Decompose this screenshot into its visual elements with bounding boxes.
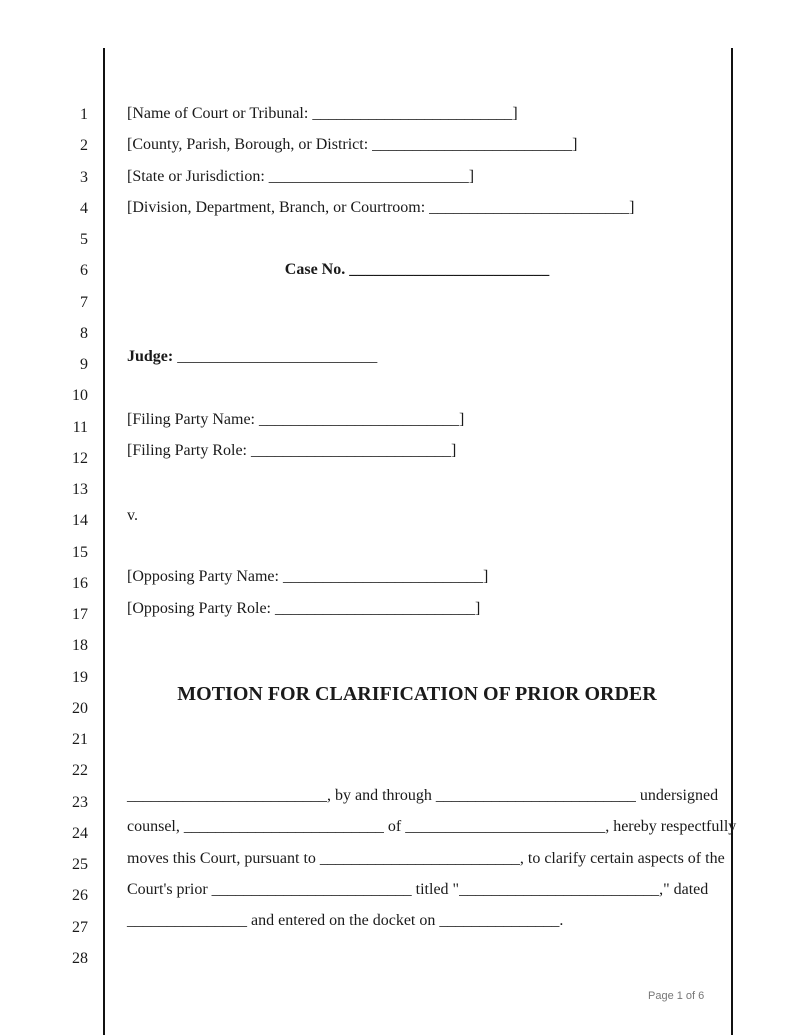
body-line: counsel, _________________________ of _________________________, hereby respectfully — [127, 818, 737, 835]
line-number: 19 — [72, 669, 88, 686]
line-number: 7 — [80, 294, 88, 311]
line-number: 21 — [72, 731, 88, 748]
line-number: 14 — [72, 512, 88, 529]
line-number: 9 — [80, 356, 88, 373]
division-field: [Division, Department, Branch, or Courtroom: _________________________] — [127, 199, 635, 216]
filing-party-name: [Filing Party Name: _________________________] — [127, 411, 465, 428]
body-line: Court's prior _________________________ titled "_________________________," dated — [127, 881, 709, 898]
case-number: Case No. _________________________ — [284, 261, 550, 278]
body-line: moves this Court, pursuant to _________________________, to clarify certain aspects of the — [127, 850, 725, 867]
line-number: 3 — [80, 169, 88, 186]
right-margin-rule — [731, 48, 733, 1035]
versus: v. — [127, 507, 138, 524]
line-number: 23 — [72, 794, 88, 811]
line-number: 8 — [80, 325, 88, 342]
court-name-field: [Name of Court or Tribunal: _________________________] — [127, 105, 518, 122]
line-number: 24 — [72, 825, 88, 842]
line-number: 17 — [72, 606, 88, 623]
line-number: 18 — [72, 637, 88, 654]
line-number: 20 — [72, 700, 88, 717]
line-number: 5 — [80, 231, 88, 248]
line-number: 11 — [72, 419, 88, 436]
line-number: 27 — [72, 919, 88, 936]
opposing-party-name: [Opposing Party Name: _________________________] — [127, 568, 489, 585]
line-number: 13 — [72, 481, 88, 498]
line-number: 4 — [80, 200, 88, 217]
line-number: 22 — [72, 762, 88, 779]
filing-party-role: [Filing Party Role: _________________________] — [127, 442, 457, 459]
county-field: [County, Parish, Borough, or District: _________________________] — [127, 136, 578, 153]
judge-label: Judge: — [127, 348, 174, 365]
page-indicator: Page 1 of 6 — [648, 990, 705, 1002]
left-margin-rule — [103, 48, 105, 1035]
line-number: 16 — [72, 575, 88, 592]
judge-blank: _________________________ — [173, 348, 378, 365]
line-number: 15 — [72, 544, 88, 561]
opposing-party-role: [Opposing Party Role: _________________________] — [127, 600, 481, 617]
line-number: 28 — [72, 950, 88, 967]
line-number: 6 — [80, 262, 88, 279]
line-number: 10 — [72, 387, 88, 404]
body-line: _______________ and entered on the docket on _______________. — [127, 912, 564, 929]
state-field: [State or Jurisdiction: _________________________] — [127, 168, 475, 185]
line-number: 25 — [72, 856, 88, 873]
line-number: 1 — [80, 106, 88, 123]
body-line: _________________________, by and through _________________________ undersigned — [127, 787, 719, 804]
line-number: 12 — [72, 450, 88, 467]
line-number: 26 — [72, 887, 88, 904]
judge-line — [127, 348, 377, 366]
document-title: MOTION FOR CLARIFICATION OF PRIOR ORDER — [177, 683, 657, 705]
line-number: 2 — [80, 137, 88, 154]
